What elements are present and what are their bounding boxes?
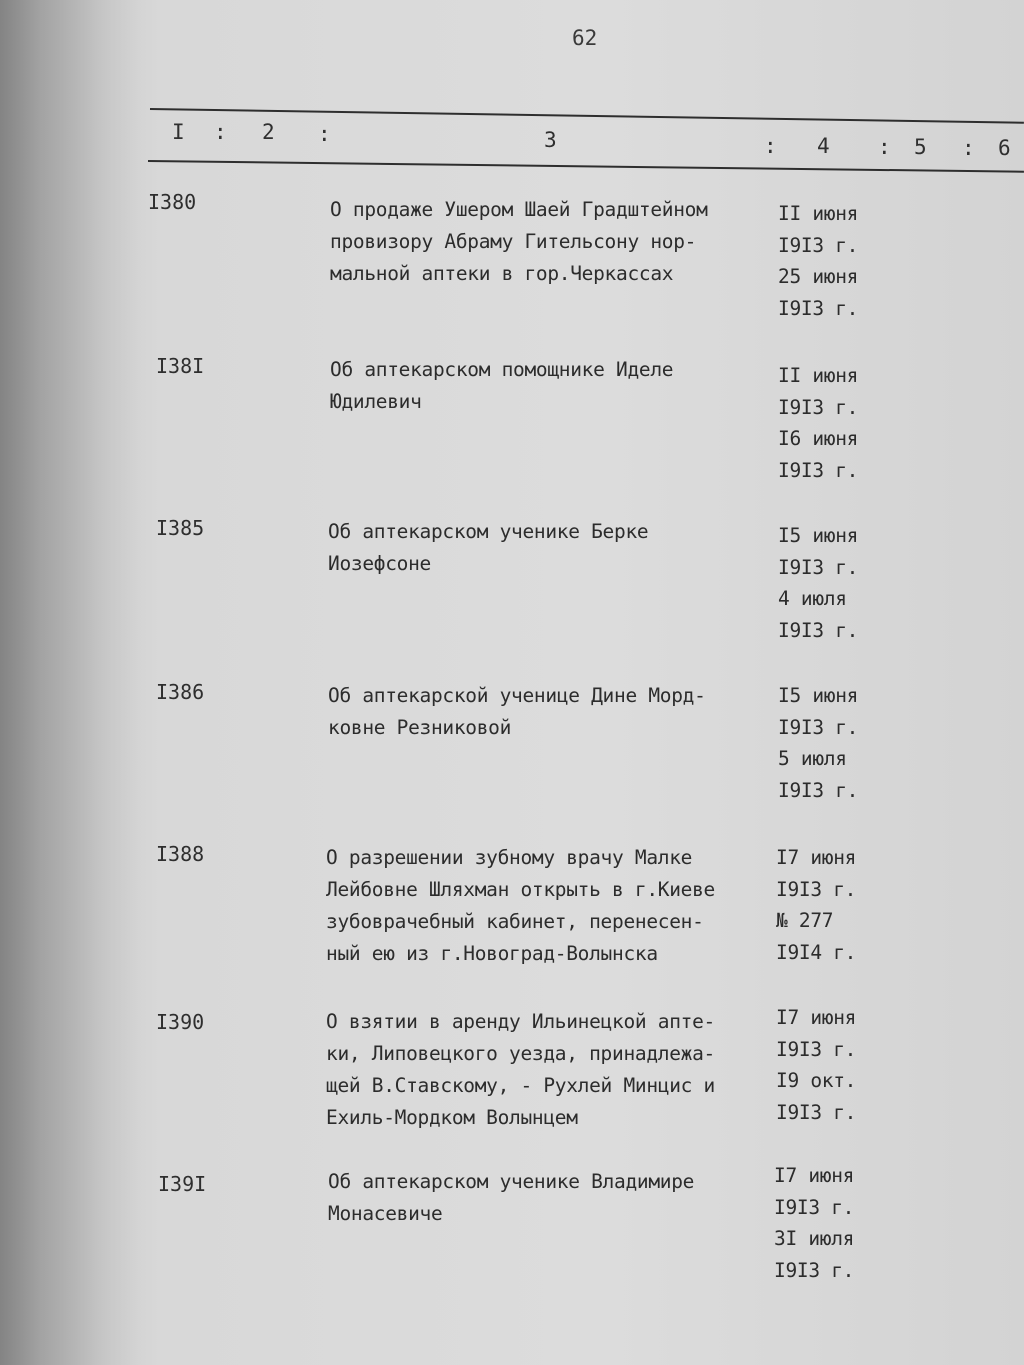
entry-date-line: I9I3 г. <box>774 1195 855 1219</box>
entry-title <box>326 1006 715 1134</box>
entry-date-line: I9I3 г. <box>776 1037 857 1061</box>
entry-date-line: I9I3 г. <box>778 715 859 739</box>
entry-date-line: I9I4 г. <box>776 940 857 964</box>
header-rule-top <box>150 108 1024 124</box>
entry-title <box>328 680 706 744</box>
column-separator: : <box>318 122 331 146</box>
entry-date-line: № 277 <box>776 909 834 932</box>
column-header-6: 6 <box>998 136 1011 160</box>
entry-title-line: ный ею из г.Новоград-Волынска <box>326 942 658 965</box>
entry-number: I38I <box>156 354 205 378</box>
entry-date-line: I5 июня <box>778 524 859 547</box>
entry-date-line: I9I3 г. <box>776 877 857 901</box>
page-number: 62 <box>572 26 598 50</box>
entry-number: I388 <box>156 842 205 866</box>
entry-title <box>330 194 708 290</box>
entry-number: I386 <box>156 680 205 704</box>
entry-dates <box>776 842 856 968</box>
entry-title-line: Об аптекарской ученице Дине Морд- <box>328 684 706 707</box>
column-header-2: 2 <box>262 120 275 144</box>
entry-dates <box>774 1160 854 1286</box>
column-separator: : <box>962 136 975 160</box>
entry-title-line: ки, Липовецкого уезда, принадлежа- <box>326 1042 715 1065</box>
entry-title-line: Юдилевич <box>330 390 422 413</box>
entry-date-line: I9I3 г. <box>776 1100 857 1124</box>
entry-title <box>326 842 715 970</box>
entry-dates <box>778 360 858 486</box>
entry-number: I380 <box>148 190 197 214</box>
column-header-5: 5 <box>914 135 927 159</box>
entry-date-line: I7 июня <box>776 1006 857 1029</box>
entry-date-line: I9I3 г. <box>774 1258 855 1282</box>
entry-date-line: I9I3 г. <box>778 458 859 482</box>
entry-title <box>330 354 673 418</box>
entry-title <box>328 1166 694 1230</box>
entry-date-line: 4 июля <box>778 587 847 610</box>
column-separator: : <box>214 120 227 144</box>
column-header-3: 3 <box>544 128 557 152</box>
entry-dates <box>778 520 858 646</box>
entry-date-line: 3I июля <box>774 1227 855 1250</box>
entry-title-line: О продаже Ушером Шаей Градштейном <box>330 198 708 221</box>
entry-date-line: I5 июня <box>778 684 859 707</box>
entry-title <box>328 516 648 580</box>
entry-title-line: Об аптекарском ученике Владимире <box>328 1170 695 1193</box>
entry-date-line: I9I3 г. <box>778 395 859 419</box>
entry-date-line: I9I3 г. <box>778 233 859 257</box>
entry-date-line: 25 июня <box>778 265 859 288</box>
entry-title-line: ковне Резниковой <box>328 716 512 739</box>
entry-date-line: II июня <box>778 364 859 387</box>
entry-date-line: I9I3 г. <box>778 296 859 320</box>
entry-title-line: Об аптекарском ученике Берке <box>328 520 649 543</box>
entry-title-line: провизору Абраму Гительсону нор- <box>330 230 697 253</box>
header-rule-bottom <box>148 160 1024 173</box>
entry-dates <box>778 680 858 806</box>
entry-title-line: О разрешении зубному врачу Малке <box>326 846 693 869</box>
entry-title-line: мальной аптеки в гор.Черкассах <box>330 262 674 285</box>
entry-date-line: I9 окт. <box>776 1069 857 1092</box>
entry-title-line: Монасевиче <box>328 1202 443 1225</box>
entry-title-line: зубоврачебный кабинет, перенесен- <box>326 910 704 933</box>
entry-date-line: I7 июня <box>774 1164 855 1187</box>
entry-date-line: I7 июня <box>776 846 857 869</box>
entry-date-line: 5 июля <box>778 747 847 770</box>
entry-number: I39I <box>158 1172 207 1196</box>
column-separator: : <box>878 135 891 159</box>
entry-number: I390 <box>156 1010 205 1034</box>
entry-title-line: щей В.Ставскому, - Рухлей Минцис и <box>326 1074 715 1097</box>
entry-date-line: I6 июня <box>778 427 859 450</box>
binding-gutter <box>0 0 140 1365</box>
entry-title-line: Иозефсоне <box>328 552 431 575</box>
entry-date-line: I9I3 г. <box>778 618 859 642</box>
entry-title-line: О взятии в аренду Ильинецкой апте- <box>326 1010 715 1033</box>
entry-title-line: Об аптекарском помощнике Иделе <box>330 358 674 381</box>
entry-dates <box>776 1002 856 1128</box>
column-separator: : <box>764 134 777 158</box>
entry-title-line: Лейбовне Шляхман открыть в г.Киеве <box>326 878 715 901</box>
entry-date-line: I9I3 г. <box>778 778 859 802</box>
column-header-4: 4 <box>817 134 830 158</box>
entry-date-line: II июня <box>778 202 859 225</box>
entry-title-line: Ехиль-Мордком Волынцем <box>326 1106 578 1129</box>
entry-dates <box>778 198 858 324</box>
column-header-1: I <box>172 120 185 144</box>
entry-date-line: I9I3 г. <box>778 555 859 579</box>
entry-number: I385 <box>156 516 205 540</box>
